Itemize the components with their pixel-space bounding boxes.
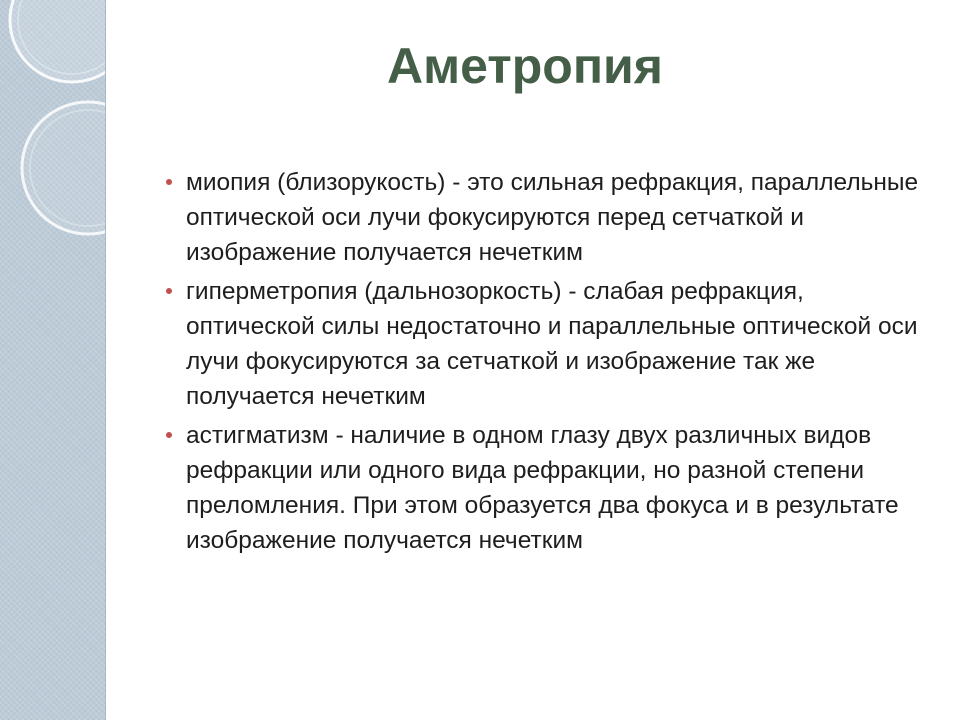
bullet-list xyxy=(166,165,936,562)
bullet-text: миопия (близорукость) - это сильная рефракция, параллельные оптической оси лучи фокусируются перед сетчаткой и изображение получается нечетким xyxy=(186,169,919,266)
bullet-item-myopia xyxy=(166,165,936,270)
decorative-side-panel xyxy=(0,0,106,720)
bullet-text: гиперметропия (дальнозоркость) - слабая рефракция, оптической силы недостаточно и параллельные оптической оси лучи фокусируются за сетчаткой и изображение так же получается нечетким xyxy=(186,278,918,410)
decorative-circles-icon xyxy=(0,0,105,720)
bullet-dot-icon xyxy=(166,179,172,185)
bullet-text: астигматизм - наличие в одном глазу двух различных видов рефракции или одного вида рефракции, но разной степени преломления. При этом образуется два фокуса и в результате изображение получается нечетким xyxy=(186,422,899,554)
bullet-dot-icon xyxy=(166,432,172,438)
bullet-item-astigmatism xyxy=(166,418,936,558)
slide-title: Аметропия xyxy=(387,38,663,94)
bullet-dot-icon xyxy=(166,288,172,294)
bullet-item-hyperopia xyxy=(166,274,936,414)
